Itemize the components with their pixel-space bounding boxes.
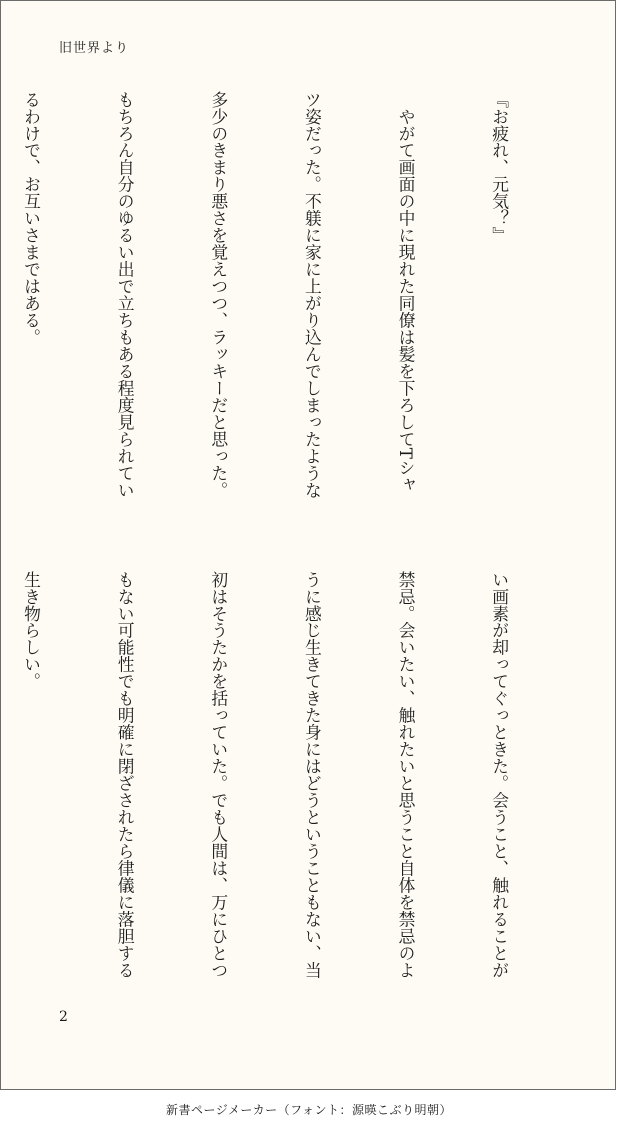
text-line: 禁忌。会いたい、触れたいと思うこと自体を禁忌のよ — [395, 571, 416, 979]
text-line: 『お疲れ、元気？』 — [489, 91, 510, 244]
footer-credit: 新書ページメーカー（フォント：源暎こぶり明朝） — [165, 1103, 453, 1117]
text-line: もちろん自分のゆるい出で立ちもある程度見られてい — [115, 91, 136, 499]
text-line: うに感じ生きてきた身にはどうということもない、当 — [302, 571, 323, 979]
text-line: るわけで、お互いさまではある。 — [21, 91, 42, 346]
text-block-bottom — [0, 571, 577, 1021]
text-line: ツ姿だった。不躾に家に上がり込んでしまったような — [302, 91, 323, 499]
text-block-top — [0, 91, 577, 541]
text-line: 生き物らしい。 — [21, 571, 42, 690]
text-line: やがて画面の中に現れた同僚は髪を下ろしてTシャ — [395, 91, 416, 494]
page-number: 2 — [59, 1009, 68, 1025]
text-line: 多少のきまり悪さを覚えつつ、ラッキーだと思った。 — [208, 91, 229, 499]
running-header: 旧世界より — [59, 41, 130, 56]
text-line: もない可能性でも明確に閉ざされたら律儀に落胆する — [115, 571, 136, 979]
text-line: い画素が却ってぐっときた。会うこと、触れることが — [489, 571, 510, 979]
text-line: 初はそうたかを括っていた。でも人間は、万にひとつ — [208, 571, 229, 979]
